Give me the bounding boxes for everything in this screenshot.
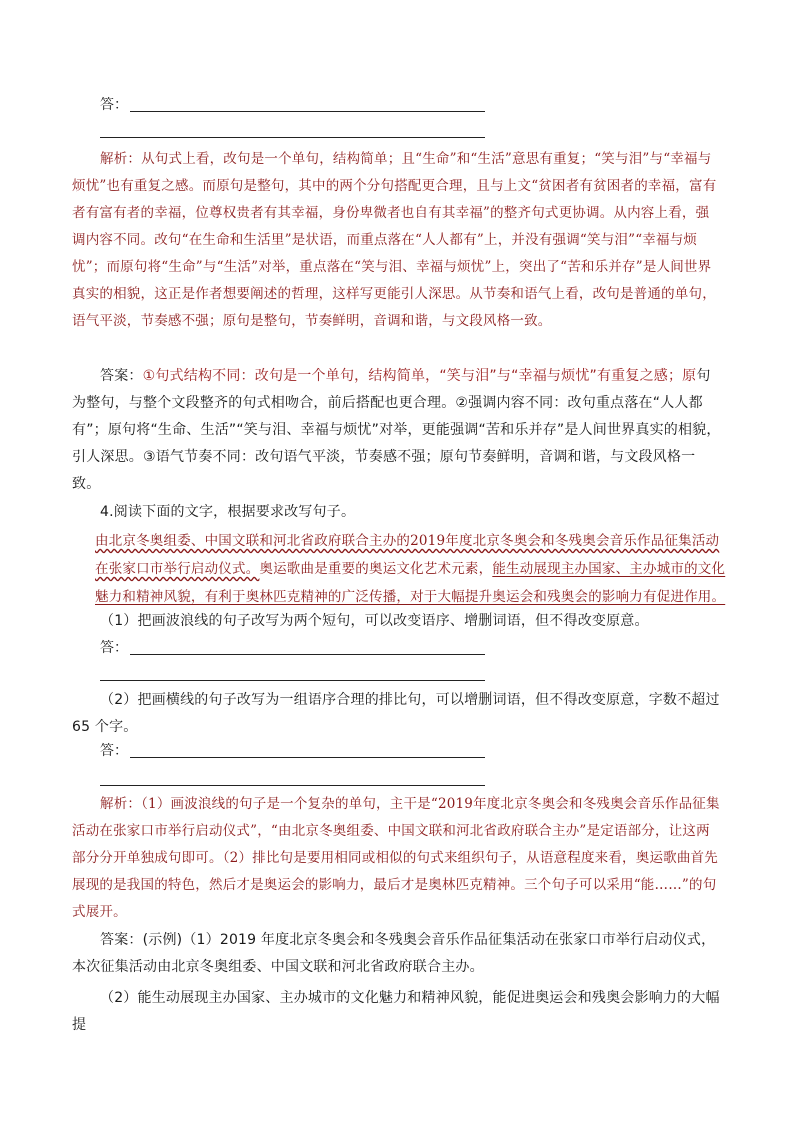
- passage-wavy-sentence: 由北京冬奥组委、中国文联和河北省政府联合主办的2019年度北京冬奥会和冬残奥会音乐作品征集活动在张家口市举行启动仪式。: [95, 533, 720, 577]
- answer-paragraph-2: [72, 927, 722, 981]
- answer-rule: [130, 757, 485, 758]
- question-4-title-text: 4.阅读下面的文字，根据要求改写句子。: [100, 504, 356, 520]
- analysis-paragraph-2: [72, 791, 722, 926]
- answer-2-text-2: （2）能生动展现主办国家、主办城市的文化魅力和精神风貌，能促进奥运会和残奥会影响力的大幅提: [72, 990, 720, 1033]
- question-4-part-1-text: （1）把画波浪线的句子改写为两个短句，可以改变语序、增删词语，但不得改变原意。: [100, 613, 649, 629]
- passage-underlined-sentence: 能生动展现主办国家、主办城市的文化魅力和精神风貌，有利于奥林匹克精神的广泛传播，对于大幅提升奥运会和残奥会的影响力有促进作用。: [95, 561, 726, 605]
- question-4-part-2-text: （2）把画横线的句子改写为一组语序合理的排比句，可以增删词语，但不得改变原意，字数不超过 65 个字。: [72, 692, 720, 735]
- answer-blank-line-6[interactable]: [100, 785, 485, 786]
- answer-rule: [130, 111, 485, 112]
- analysis-paragraph-1: [72, 146, 722, 335]
- analysis-1-text: 解析：从句式上看，改句是一个单句，结构简单；且“生命”和“生活”意思有重复；“笑与泪”与“幸福与烦忧”也有重复之感。而原句是整句，其中的两个分句搭配更合理，且与上文“贫困者有贫困者的幸福，富有者有富有者的幸福，位尊权贵者有其幸福，身份卑微者也自有其幸福”的整齐句式更协调。从内容上看，强调内容不同。改句“在生命和生活里”是状语，而重点落在“人人都有”上，并没有强调“笑与泪”“幸福与烦忧”；而原句将“生命”与“生活”对举，重点落在“笑与泪、幸福与烦忧”上，突出了“苦和乐并存”是人间世界真实的相貌，这正是作者想要阐述的哲理，这样写更能引人深思。从节奏和语气上看，改句是普通的单句，语气平淡，节奏感不强；原句是整句，节奏鲜明，音调和谐，与文段风格一致。: [72, 151, 717, 329]
- answer-blank-5[interactable]: [100, 741, 485, 761]
- answer-1-label: 答案：: [100, 368, 143, 384]
- answer-blank-line-2[interactable]: [100, 137, 485, 138]
- passage-plain-text: 奥运歌曲是重要的奥运文化艺术元素，: [259, 561, 493, 577]
- answer-blank-1[interactable]: [100, 95, 485, 115]
- answer-label: 答：: [100, 97, 128, 113]
- answer-1-red-text: ①句式结构不同：改句是一个单句，结构简单，“笑与泪”与“幸福与烦忧”有重复之感；原: [142, 368, 697, 384]
- answer-label: 答：: [100, 743, 128, 759]
- answer-2-text-1: (示例)（1）2019 年度北京冬奥会和冬残奥会音乐作品征集活动在张家口市举行启动仪式，本次征集活动由北京冬奥组委、中国文联和河北省政府联合主办。: [72, 932, 716, 975]
- answer-blank-3[interactable]: [100, 638, 485, 658]
- answer-rule: [130, 654, 485, 655]
- answer-2-label: 答案：: [100, 932, 143, 948]
- analysis-2-text: 解析：（1）画波浪线的句子是一个复杂的单句，主干是“2019年度北京冬奥会和冬残奥会音乐作品征集活动在张家口市举行启动仪式”，“由北京冬奥组委、中国文联和河北省政府联合主办”是定语部分，让这两部分分开单独成句即可。（2）排比句是要用相同或相似的句式来组织句子，从语意程度来看，奥运歌曲首先展现的是我国的特色，然后才是奥运会的影响力，最后才是奥林匹克精神。三个句子可以采用“能……”的句式展开。: [72, 796, 720, 920]
- question-4-part-1: [72, 608, 722, 635]
- reading-passage: [95, 527, 727, 611]
- answer-label: 答：: [100, 640, 128, 656]
- answer-1-text: 句为整句，与整个文段整齐的句式相吻合，前后搭配也更合理。②强调内容不同：改句重点落在“人人都有”；原句将“生命、生活”“笑与泪、幸福与烦忧”对举，更能强调“苦和乐并存”是人间世界真实的相貌，引人深思。③语气节奏不同：改句语气平淡，节奏感不强；原句节奏鲜明，音调和谐，与文段风格一致。: [72, 368, 721, 492]
- question-4-part-2: [72, 687, 722, 741]
- answer-paragraph-1: [72, 363, 722, 498]
- answer-blank-line-4[interactable]: [100, 680, 485, 681]
- answer-paragraph-2b: [72, 985, 722, 1039]
- question-4-title: [72, 499, 722, 526]
